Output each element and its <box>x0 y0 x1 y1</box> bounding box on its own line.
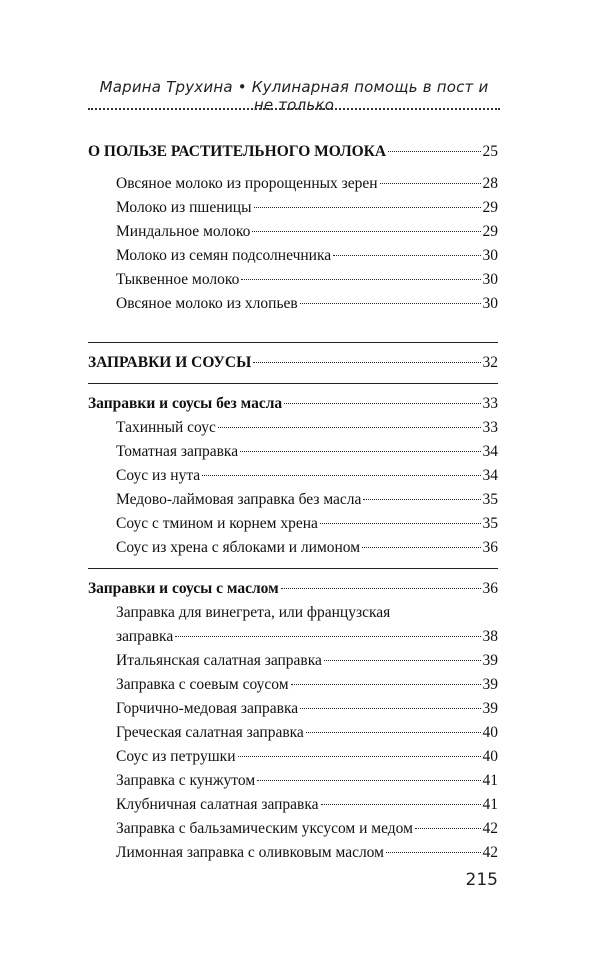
toc-page: 42 <box>482 844 498 861</box>
toc-page: 34 <box>482 467 498 484</box>
toc-subheading-no-oil[interactable] <box>88 392 498 416</box>
dot-leader <box>321 804 481 805</box>
toc-title: Греческая салатная заправка <box>116 724 304 741</box>
dot-leader <box>238 756 481 757</box>
toc-subheading-with-oil[interactable] <box>88 577 498 601</box>
toc-title: Миндальное молоко <box>116 223 251 240</box>
toc-item[interactable] <box>88 649 498 673</box>
toc-item[interactable] <box>88 745 498 769</box>
toc-title: ЗАПРАВКИ И СОУСЫ <box>88 354 252 371</box>
toc-title: Соус из нута <box>116 467 201 484</box>
toc-item[interactable] <box>88 512 498 536</box>
toc-title: Молоко из семян подсолнечника <box>116 247 332 264</box>
toc-item-multiline[interactable] <box>88 601 498 649</box>
dot-leader <box>300 303 481 304</box>
toc-page: 36 <box>482 580 498 597</box>
dot-leader <box>218 427 481 428</box>
toc-item[interactable] <box>88 292 498 316</box>
toc-item[interactable] <box>88 673 498 697</box>
toc-title: Тыквенное молоко <box>116 271 240 288</box>
dot-leader <box>291 684 481 685</box>
dot-leader <box>362 547 480 548</box>
toc-page: 39 <box>482 676 498 693</box>
toc-title: Тахинный соус <box>116 419 216 436</box>
toc-title: Заправка с бальзамическим уксусом и медом <box>116 820 413 837</box>
dot-leader <box>388 151 480 152</box>
toc-title: Соус из петрушки <box>116 748 236 765</box>
toc-page: 29 <box>482 199 498 216</box>
dot-leader <box>240 451 480 452</box>
toc-heading-plant-milk[interactable] <box>88 140 498 164</box>
toc-page: 29 <box>482 223 498 240</box>
toc-item[interactable] <box>88 464 498 488</box>
toc-item[interactable] <box>88 416 498 440</box>
running-header: Марина Трухина • Кулинарная помощь в пост и не только <box>99 78 489 114</box>
toc-title: Овсяное молоко из пророщенных зерен <box>116 175 378 192</box>
toc-item[interactable] <box>88 793 498 817</box>
dot-leader <box>252 231 480 232</box>
toc-item[interactable] <box>88 172 498 196</box>
header-dotted-rule <box>88 108 500 110</box>
toc-page: 32 <box>482 354 498 371</box>
toc-title: Клубничная салатная заправка <box>116 796 319 813</box>
toc-item[interactable] <box>88 721 498 745</box>
dot-leader <box>254 207 481 208</box>
dot-leader <box>300 708 480 709</box>
table-of-contents <box>88 140 498 865</box>
toc-title: Соус с тмином и корнем хрена <box>116 515 318 532</box>
dot-leader <box>363 499 480 500</box>
toc-item[interactable] <box>88 536 498 560</box>
toc-item[interactable] <box>88 268 498 292</box>
toc-title: Лимонная заправка с оливковым маслом <box>116 844 384 861</box>
toc-page: 41 <box>482 796 498 813</box>
toc-page: 36 <box>482 539 498 556</box>
toc-title: Заправки и соусы без масла <box>88 395 283 412</box>
dot-leader <box>202 475 480 476</box>
toc-title: Заправка с соевым соусом <box>116 676 289 693</box>
toc-page: 30 <box>482 295 498 312</box>
toc-page: 30 <box>482 271 498 288</box>
dot-leader <box>386 852 481 853</box>
toc-title: Соус из хрена с яблоками и лимоном <box>116 539 361 556</box>
toc-page: 40 <box>482 748 498 765</box>
toc-page: 25 <box>482 143 498 160</box>
dot-leader <box>324 660 481 661</box>
toc-page: 34 <box>482 443 498 460</box>
toc-title: Заправки и соусы с маслом <box>88 580 279 597</box>
toc-page: 39 <box>482 700 498 717</box>
toc-page: 35 <box>482 491 498 508</box>
dot-leader <box>415 828 481 829</box>
toc-title: Медово-лаймовая заправка без масла <box>116 491 362 508</box>
dot-leader <box>320 523 481 524</box>
toc-page: 33 <box>482 395 498 412</box>
toc-page: 30 <box>482 247 498 264</box>
page-number: 215 <box>465 870 498 890</box>
toc-item[interactable] <box>88 440 498 464</box>
toc-title-line1: Заправка для винегрета, или французская <box>116 604 391 621</box>
dot-leader <box>257 780 480 781</box>
dot-leader <box>306 732 481 733</box>
dot-leader <box>333 255 480 256</box>
toc-title: Овсяное молоко из хлопьев <box>116 295 298 312</box>
toc-page: 28 <box>482 175 498 192</box>
toc-title: О ПОЛЬЗЕ РАСТИТЕЛЬНОГО МОЛОКА <box>88 143 387 160</box>
dot-leader <box>175 636 480 637</box>
toc-heading-dressings-sauces[interactable] <box>88 351 498 375</box>
toc-title: Итальянская салатная заправка <box>116 652 322 669</box>
toc-page: 39 <box>482 652 498 669</box>
toc-page: 33 <box>482 419 498 436</box>
toc-page: 42 <box>482 820 498 837</box>
toc-item[interactable] <box>88 769 498 793</box>
toc-item[interactable] <box>88 841 498 865</box>
toc-title: Молоко из пшеницы <box>116 199 252 216</box>
toc-title: Заправка с кунжутом <box>116 772 256 789</box>
toc-title: Горчично-медовая заправка <box>116 700 299 717</box>
toc-title-line2: заправка <box>116 628 174 645</box>
toc-item[interactable] <box>88 488 498 512</box>
toc-item[interactable] <box>88 220 498 244</box>
toc-page: 40 <box>482 724 498 741</box>
toc-page: 38 <box>482 628 498 645</box>
toc-title: Томатная заправка <box>116 443 239 460</box>
toc-page: 35 <box>482 515 498 532</box>
dot-leader <box>284 403 480 404</box>
toc-item[interactable] <box>88 244 498 268</box>
dot-leader <box>253 362 480 363</box>
toc-item[interactable] <box>88 697 498 721</box>
toc-item[interactable] <box>88 817 498 841</box>
dot-leader <box>380 183 481 184</box>
dot-leader <box>241 279 480 280</box>
toc-item[interactable] <box>88 196 498 220</box>
dot-leader <box>281 588 481 589</box>
toc-page: 41 <box>482 772 498 789</box>
